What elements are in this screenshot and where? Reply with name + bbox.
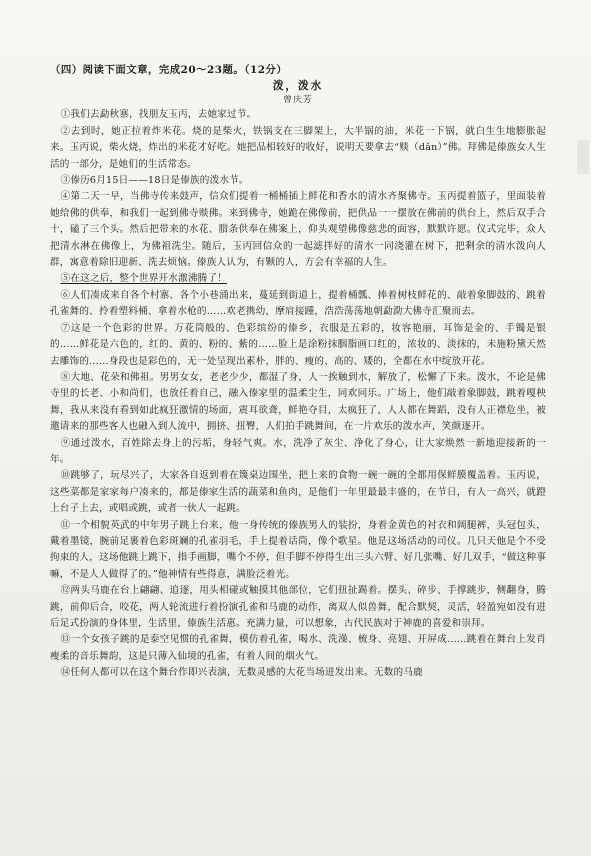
paragraph-6: ⑥人们凑成来自各个村寨、各个小巷涌出来，蔓延到街道上，提着桶瓢、捧着树枝鲜花的、敲着象脚鼓的、跳着孔雀舞的、拎着塑料桶、拿着水枪的……欢老携幼，摩肩接踵，浩浩荡荡地朝勐泐大佛寺汇聚而去。: [50, 289, 546, 318]
article-body: [50, 107, 546, 681]
paragraph-4: ④第二天一早，当佛寺传来鼓声，信众们提着一桶桶插上鲜花和香水的清水齐聚佛寺。玉丙提着篮子，里面装着她给佛的供奉，和我们一起到佛寺赕佛。来到佛寺，她跪在佛像前，把供品一一摆放在佛前的供台上，然后双手合十，磕了三个头。然后把带来的水花、腊条供奉在佛案上，仰头观望佛像慈悲的面容，默默许愿。仪式完毕，众人把清水淋在佛像上，为佛祖洗尘。随后，玉丙回信众的一起滤拌好的清水一同浇灌在树下，把剩余的清水泼向人群，寓意着除旧迎新、洗去烦恼。傣族人认为，有颗的人，方会有幸福的人生。: [50, 191, 546, 269]
paragraph-10: ⑩跳够了，玩尽兴了，大家各自返到着在篾桌边围坐，把上来的食物一碗一碗的全都用保鲜膜覆盖着。玉丙说，这些菜都是家家每户凑来的，都是傣家生活的蔬菜和鱼肉，是他们一年里最最丰盛的，在节日，有人一高兴，就蹬上台子上去，或唱或跳，或者一伙人一起跳。: [50, 470, 546, 515]
section-heading: （四）阅读下面文章，完成20～23题。（12分）: [50, 64, 288, 76]
paragraph-9: ⑨通过泼水，百姓除去身上的污垢，身轻气爽。水，洗净了灰尘、净化了身心，让大家焕然一新地迎接新的一年。: [50, 437, 546, 465]
paragraph-14: ⑭任何人都可以在这个舞台作即兴表演，无数灵感的大花当场迸发出来。无数的马鹿: [60, 667, 423, 679]
paragraph-7: ⑦这是一个色彩的世界。万花筒般的、色彩缤纷的傣乡，衣服是五彩的，妆容艳丽，耳饰是金的、手镯是银的……鲜花是六色的，红的、黄的、粉的、紫的……脸上是涂粉抹胭脂画口红的，浓妆的、淡抹的，未施粉黛天然去雕饰的……身段也是彩色的，无一处呈现出素朴，胖的、瘦的、高的、矮的，全都在水中绽放开花。: [50, 322, 546, 367]
paragraph-8: ⑧大地、花朵和佛祖。男男女女，老老少少，都湿了身，人一挨触到水，解放了，松懈了下来。泼水，不论是佛寺里的长老、小和尚们，也放任着自己，融入傣家里的温柔尘生，同欢同乐。广场上，他们敲着象脚鼓，跳着嘎秧舞，我从来没有看到如此疯狂激情的场面，震耳欲聋，鲜艳夺目，太疯狂了，人人都在舞蹈，没有人正襟危坐，被邀请来的那些客人也融入到人流中，拥挤、扭臀，人们拍手跳舞间，在一片欢乐的泼水声，笑颜逐开。: [50, 371, 546, 433]
paragraph-13: ⑬一个女孩子跳的是泰空见惯的孔雀舞，模仿着孔雀，喝水、洗澡、梳身、亮翅、开屏成……跳着在舞台上发肖瘦柔的音乐舞韵，这是只薄入仙境的孔雀，有着人间的烟火气。: [50, 634, 546, 662]
paragraph-12: ⑫两头马鹿在台上翩翩、追逐，用头相碰或触摸其他部位，它们扭扯踢着。摆头、碎步、手撑跳步，侧翻身，腾跳，前仰后合，咬花，两人轮流进行着扮演孔雀和马鹿的动作，离双人似兽舞，配合默契，灵活，轻盈宛如没有进后足式扮演的身体里，生活里，傣族生活惠。充满力量，可以想象，古代民族对于神鹿的喜爱和崇拜。: [50, 585, 546, 629]
paragraph-1: ①我们去勐秋寨，找朋友玉丙，去她家过节。: [60, 109, 257, 121]
paragraph-11: ⑪一个相貌英武的中年男子跳上台来，他一身传统的傣族男人的装扮，身着金黄色的衬衣和阔腿裤，头冠包头，戴着墨镜，腕前足裹着色彩斑斓的孔雀羽毛，手上提着话筒，像个歌星。他是这场活动的司仪。几只天他是个不受拘束的人，这场他跳上跳下，指手画脚，嘴个不停，但手脚不停得生出三头六臂、好几张嘴、好几双手，“做这种事嘛，不是人人做得了的。”他神情有些得意，满脸泛着光。: [50, 519, 546, 580]
paragraph-3: ③傣历6月15日——18日是傣族的泼水节。: [60, 175, 249, 187]
paragraph-5: ⑤在这之后，整个世界开水激沸腾了！: [60, 273, 228, 285]
article-title: 泼，泼水: [272, 80, 324, 93]
reading-passage: [50, 62, 546, 682]
page-edge-shadow: [577, 140, 589, 174]
article-author: 曾庆芳: [283, 95, 313, 106]
paragraph-2: ②去到时，她正拉着炸米花。烧的是柴火，铁锅支在三脚架上，大半锅的油，米花一下锅，就白生生地膨胀起来。玉丙说，柴火烧，炸出的米花才好吃。她把品相较好的收好，说明天要拿去“赕（dǎn）”佛。拜佛是傣族女人生活的一部分，是她们的生活常态。: [50, 125, 546, 170]
